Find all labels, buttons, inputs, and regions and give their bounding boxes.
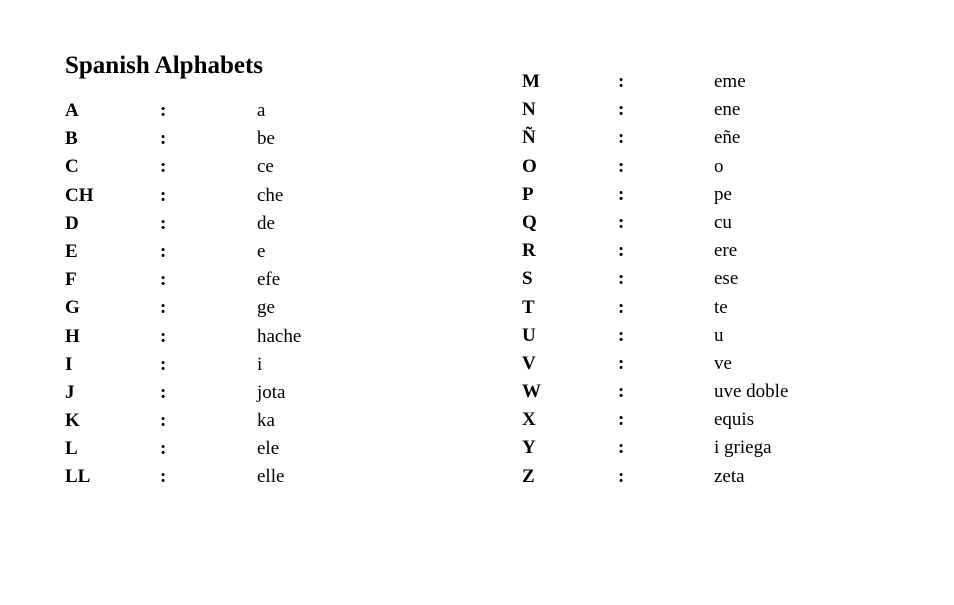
letter-name: jota [257,381,286,403]
letter-name: zeta [714,465,745,487]
separator: : [618,211,625,233]
separator: : [160,240,167,262]
letter-name: de [257,212,275,234]
letter: N [522,99,536,121]
letter-name: ese [714,268,739,290]
letter: D [65,212,79,234]
separator: : [160,128,167,150]
separator: : [618,183,625,205]
letter-name: ka [257,410,275,432]
letter-name: hache [257,325,302,347]
letter-name: eñe [714,127,741,149]
letter-name: o [714,155,724,177]
letter: Y [522,437,536,459]
letter-name: efe [257,269,281,291]
letter-name: uve doble [714,381,789,403]
letter: S [522,268,533,290]
letter: H [65,325,80,347]
separator: : [618,71,625,92]
letter-name: che [257,184,284,206]
separator: : [160,381,167,403]
letter-name: ene [714,99,741,121]
separator: : [618,465,625,487]
separator: : [160,100,167,121]
separator: : [618,381,625,403]
letter: T [522,296,535,318]
letter: P [522,183,534,205]
letter: O [522,155,537,177]
letter-name: te [714,296,728,318]
letter: CH [65,184,94,206]
letter: Q [522,211,537,233]
letter: R [522,240,536,262]
letter: J [65,381,75,403]
separator: : [160,297,167,319]
separator: : [618,324,625,346]
separator: : [618,127,625,149]
letter-name: e [257,240,266,262]
letter-name: ge [257,297,275,319]
separator: : [618,155,625,177]
letter: A [65,100,79,121]
letter: W [522,381,541,403]
letter-name: eme [714,71,746,92]
letter: G [65,297,80,319]
letter: I [65,353,73,375]
letter-name: pe [714,183,732,205]
separator: : [160,156,167,178]
letter: L [65,438,78,460]
separator: : [160,410,167,432]
letter-name: be [257,128,275,150]
letter-name: u [714,324,724,346]
letter-name: cu [714,211,732,233]
separator: : [160,438,167,460]
letter-name: ce [257,156,274,178]
letter-name: elle [257,466,285,488]
separator: : [160,466,167,488]
letter-name: ere [714,240,738,262]
letter-name: i griega [714,437,772,459]
letter: Z [522,465,535,487]
letter: V [522,352,536,374]
letter-name: i [257,353,263,375]
separator: : [618,409,625,431]
letter: X [522,409,536,431]
separator: : [618,296,625,318]
letter: M [522,71,540,92]
separator: : [160,325,167,347]
letter-name: equis [714,409,755,431]
separator: : [160,353,167,375]
letter: U [522,324,536,346]
letter: Ñ [522,127,536,149]
letter: K [65,410,80,432]
letter: B [65,128,78,150]
separator: : [160,212,167,234]
separator: : [160,184,167,206]
letter-name: ele [257,438,280,460]
separator: : [618,268,625,290]
separator: : [618,352,625,374]
letter-name: a [257,100,266,121]
page-title: Spanish Alphabets [65,52,264,79]
letter: F [65,269,77,291]
separator: : [160,269,167,291]
letter-name: ve [714,352,732,374]
separator: : [618,437,625,459]
letter: E [65,240,78,262]
letter: C [65,156,79,178]
letter: LL [65,466,91,488]
separator: : [618,240,625,262]
separator: : [618,99,625,121]
